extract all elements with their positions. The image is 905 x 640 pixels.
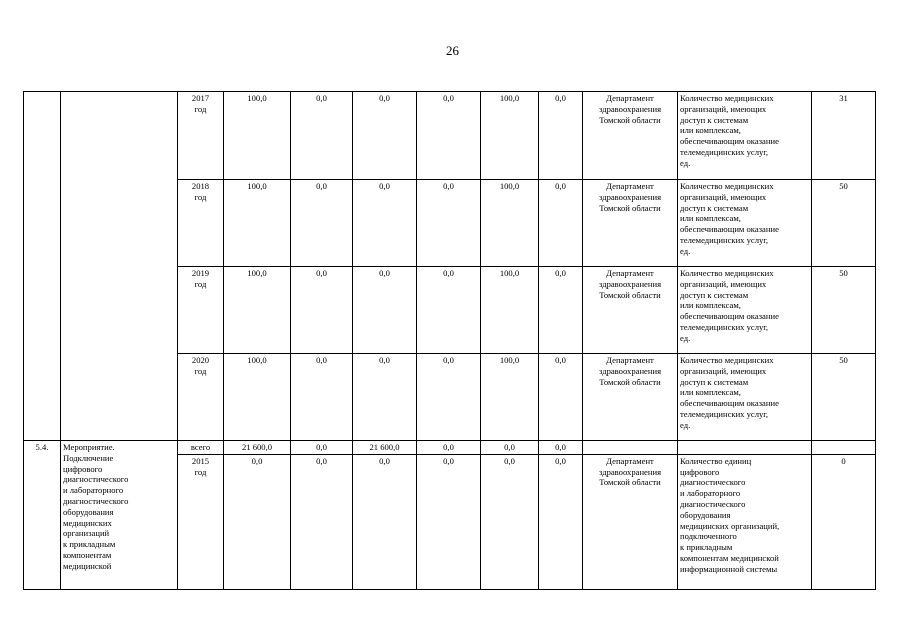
indicator-cell: Количество медицинских организаций, имеющих доступ к системам или комплексам, обеспечивающим оказание телемедицинских услуг, ед. [678,354,812,441]
year-cell: 2018 год [178,180,224,267]
federal-cell: 0,0 [291,441,353,455]
local-cell: 0,0 [417,267,481,354]
indicator-cell: Количество медицинских организаций, имеющих доступ к системам или комплексам, обеспечивающим оказание телемедицинских услуг, ед. [678,92,812,180]
total-cell: 100,0 [224,267,291,354]
other-cell: 0,0 [539,180,583,267]
executor-cell: Департамент здравоохранения Томской области [583,267,678,354]
extra-cell: 100,0 [481,267,539,354]
total-cell: 100,0 [224,180,291,267]
local-cell: 0,0 [417,92,481,180]
value-cell: 50 [812,180,876,267]
value-cell: 50 [812,267,876,354]
extra-cell: 0,0 [481,454,539,589]
extra-cell: 100,0 [481,180,539,267]
extra-cell: 100,0 [481,92,539,180]
other-cell: 0,0 [539,354,583,441]
page-number: 26 [446,43,459,58]
indicator-cell-wrap [678,454,812,589]
federal-cell: 0,0 [291,92,353,180]
table-row [24,92,876,180]
event-title-cell [61,441,178,590]
local-cell: 0,0 [417,441,481,455]
item-number-cell: 5.4. [24,441,61,590]
executor-cell: Департамент здравоохранения Томской области [583,92,678,180]
executor-cell: Департамент здравоохранения Томской области [583,354,678,441]
value-cell: 31 [812,92,876,180]
indicator-cell [678,441,812,455]
local-cell: 0,0 [417,180,481,267]
federal-cell: 0,0 [291,354,353,441]
regional-cell: 0,0 [353,267,417,354]
extra-cell: 100,0 [481,354,539,441]
executor-cell: Департамент здравоохранения Томской области [583,180,678,267]
total-cell: 100,0 [224,354,291,441]
regional-cell: 0,0 [353,92,417,180]
program-table [23,91,876,590]
other-cell: 0,0 [539,454,583,589]
year-cell: 2015 год [178,454,224,589]
local-cell: 0,0 [417,454,481,589]
indicator-cell: Количество единиц цифрового диагностического и лабораторного диагностического оборудования медицинских организаций, подключенного к прикладным компонентам медицинской информационной системы [680,455,780,574]
local-cell: 0,0 [417,354,481,441]
total-cell: 100,0 [224,92,291,180]
year-cell: всего [178,441,224,455]
federal-cell: 0,0 [291,267,353,354]
year-cell: 2017 год [178,92,224,180]
executor-cell: Департамент здравоохранения Томской области [583,454,678,589]
federal-cell: 0,0 [291,454,353,589]
number-cell [24,92,61,441]
table-row [24,441,876,455]
other-cell: 0,0 [539,92,583,180]
regional-cell: 0,0 [353,354,417,441]
other-cell: 0,0 [539,267,583,354]
regional-cell: 0,0 [353,180,417,267]
year-cell: 2019 год [178,267,224,354]
total-cell: 21 600,0 [224,441,291,455]
extra-cell: 0,0 [481,441,539,455]
total-cell: 0,0 [224,454,291,589]
value-cell [812,441,876,455]
indicator-cell: Количество медицинских организаций, имеющих доступ к системам или комплексам, обеспечивающим оказание телемедицинских услуг, ед. [678,267,812,354]
federal-cell: 0,0 [291,180,353,267]
executor-cell [583,441,678,455]
regional-cell: 21 600,0 [353,441,417,455]
other-cell: 0,0 [539,441,583,455]
value-cell: 0 [812,454,876,589]
event-cell [61,92,178,441]
indicator-cell: Количество медицинских организаций, имеющих доступ к системам или комплексам, обеспечивающим оказание телемедицинских услуг, ед. [678,180,812,267]
regional-cell: 0,0 [353,454,417,589]
event-title: Мероприятие. Подключение цифрового диагностического и лабораторного диагностического оборудования медицинских организаций к прикладным компонентам медицинской [63,442,129,571]
year-cell: 2020 год [178,354,224,441]
value-cell: 50 [812,354,876,441]
